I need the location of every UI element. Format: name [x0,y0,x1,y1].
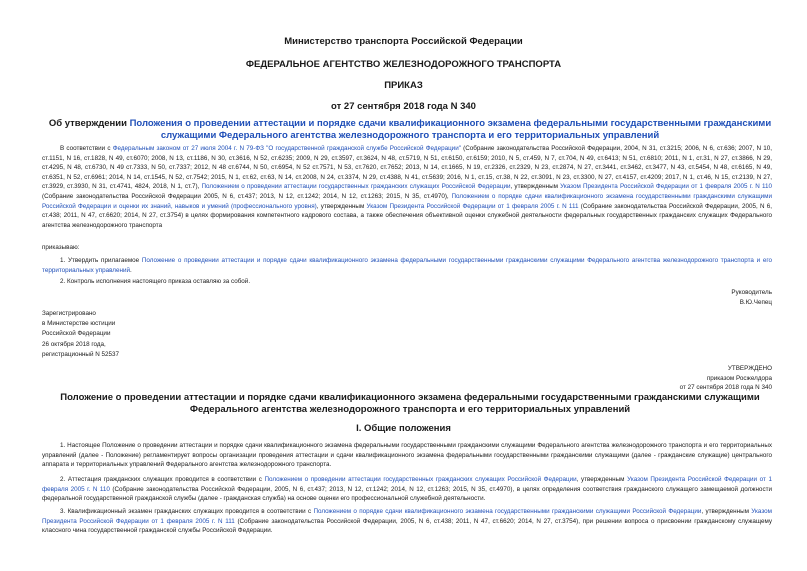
federal-law-link[interactable]: Федеральным законом от 27 июля 2004 г. N 79-ФЗ "О государственной гражданской службе Российской Федерации" [112,145,461,152]
preamble-text-2: (Собрание законодательства Российской Федерации, 2004, N 31, ст.3215; 2006, N 6, ст.636; 2007, N 10, ст.1151, N 16, ст.1828, N 49, ст.6070; 2008, N 13, ст.1186, N 30, ст.3616, N 52, ст.6235; 2009, N 29, ст.3597, ст.3624, N 48, ст.5719, N 51, ст.6150, ст.6159; 2010, N 5, ст.459, N 7, ст.704, N 49, ст.6413; N 51, ст.6810; 2011, N 1, ст.31, N 27, ст.3866, N 29, ст.4295, N 48, ст.6730, N 49 ст.7333, N 50, ст.7337; 2012, N 48 ст.6744, N 50, ст.6954, N 52 ст.7571, N 53, ст.7620, ст.7652; 2013, N 14, ст.1665, N 19, ст.2326, ст.2329, N 23, ст.2874, N 27, ст.3441, ст.3462, ст.3477, N 43, ст.5454, N 48, ст.6165, N 49, ст.6351, N 52, ст.6961; 2014, N 14, ст.1545, N 52, ст.7542; 2015, N 1, ст.62, ст.63, N 14, ст.2008, N 24, ст.3374, N 29, ст.4388, N 41, ст.5639; 2016, N 1, ст.15, ст.38, N 22, ст.3091, N 23, ст.3300, N 27, ст.4157, ст.4209; 2017, N 1, ст.46, N 15, ст.2139, N 27, ст.3929, ст.3930, N 31, ст.4741, 4824, 2018, N 1, ст.7), [42,145,773,191]
p3-exam-regulation-link[interactable]: Положением о порядке сдачи квалификационного экзамена государственными гражданскими служащими Российской Федерации [313,508,702,515]
preamble-paragraph [42,144,772,230]
order-title [30,118,790,142]
order-title-prefix: Об утверждении [48,118,130,129]
registration-line-1: Зарегистрировано [42,310,96,317]
regulation-paragraph-3 [42,507,772,536]
registration-line-4: 26 октября 2018 года, [42,340,106,348]
order-item-2: 2. Контроль исполнения настоящего приказа оставляю за собой. [60,278,251,285]
approved-line-3: от 27 сентября 2018 года N 340 [679,384,772,392]
section-1-heading: I. Общие положения [356,423,451,434]
ministry-heading: Министерство транспорта Российской Федерации [284,36,523,47]
preamble-text-4: (Собрание законодательства Российской Федерации 2005, N 6, ст.437; 2013, N 12, ст.1242; 2014, N 12, ст.1263; 2015, N 35, ст.4970), [42,192,452,200]
order-item-1-end: . [129,266,132,274]
order-item-1 [42,256,772,275]
regulation-p3-text-1: 3. Квалификационный экзамен гражданских служащих проводится в соответствии с [60,508,314,515]
p2-decree-110-link[interactable]: Указом Президента Российской Федерации от 1 февраля 2005 г. N 110 [42,476,772,493]
order-title-link[interactable]: Положения о проведении аттестации и порядке сдачи квалификационного экзамена федеральными государственными гражданскими служащими Федерального агентства железнодорожного транспорта и его территориальных управлений [129,118,772,141]
signature-name: В.Ю.Чепец [739,299,772,306]
registration-line-3: Российской Федерации [42,330,111,338]
registration-line-5: регистрационный N 52537 [42,350,120,358]
regulation-p3-text-2: , утвержденным [701,508,752,515]
regulation-paragraph-2 [42,475,772,504]
attestation-regulation-link[interactable]: Положением о проведении аттестации государственных гражданских служащих Российской Федерации [201,183,511,191]
registration-line-2: в Министерстве юстиции [42,320,116,328]
regulation-p3-text-3: (Собрание законодательства Российской Федерации, 2005, N 6, ст.438; 2011, N 47, ст.6620; 2014, N 27, ст.3754), при решении вопроса о присвоении гражданскому служащему классного чина государственной гражданской службы Российской Федерации. [42,517,772,535]
p3-decree-111-link[interactable]: Указом Президента Российской Федерации от 1 февраля 2005 г. N 111 [42,508,772,525]
regulation-p2-text-3: (Собрание законодательства Российской Федерации, 2005, N 6, ст.437; 2013, N 12, ст.1242; 2014, N 12, ст.1263; 2015, N 35, ст.4970), в целях определения соответствия гражданского служащего замещаемой должности федеральной государственной гражданской службы (далее - гражданская служба) на основе оценки его профессиональной служебной деятельности. [42,485,772,503]
regulation-paragraph-1: 1. Настоящее Положение о проведении аттестации и порядке сдачи квалификационного экзамена федеральными государственными гражданскими служащими Федерального агентства железнодорожного транспорта и его территориальных управлений (далее - Положение) регламентирует вопросы организации проведения аттестации и сдачи квалификационного экзамена федеральными государственными гражданскими служащими (далее - гражданские служащие) центрального аппарата и территориальных управлений Федерального агентства железнодорожного транспорта. [42,442,772,469]
signature-role: Руководитель [731,289,772,296]
approved-regulation-link[interactable]: Положение о проведении аттестации и порядке сдачи квалификационного экзамена федеральными государственными гражданскими служащими Федерального агентства железнодорожного транспорта и его территориальных управлений [42,257,772,274]
regulation-p2-text-1: 2. Аттестация гражданских служащих проводится в соответствии с [60,476,265,483]
decree-111-link[interactable]: Указом Президента Российской Федерации от 1 февраля 2005 г. N 111 [366,202,579,210]
signature-block [731,288,772,308]
order-item-1-text: 1. Утвердить прилагаемое [60,257,142,264]
preamble-text-6: (Собрание законодательства Российской Федерации, 2005, N 6, ст.438; 2011, N 47, ст.6620; 2014, N 27, ст.3754) в целях формирования компетентного кадрового состава, а также обеспечения объективной оценки служебной деятельности федеральных государственных гражданских служащих Федерального агентства железнодорожного транспорта [42,202,772,229]
approved-block [680,364,772,393]
order-heading: ПРИКАЗ [384,80,423,91]
preamble-text-3: , утвержденным [510,183,561,191]
order-date: от 27 сентября 2018 года N 340 [331,101,476,112]
approved-line-2: приказом Росжелдора [706,374,772,382]
approved-line-1: УТВЕРЖДЕНО [727,365,772,372]
regulation-p2-text-2: , утвержденным [576,476,628,483]
exam-regulation-link[interactable]: Положением о порядке сдачи квалификационного экзамена государственными гражданскими служащими Российской Федерации и оценки их знаний, навыков и умений (профессионального уровня) [42,192,772,210]
registration-block [42,309,119,360]
regulation-title: Положение о проведении аттестации и порядке сдачи квалификационного экзамена федеральными государственными гражданскими служащими Федерального агентства железнодорожного транспорта и его территориальных управлений [60,392,760,415]
preamble-text-5: , утвержденным [316,202,367,210]
preamble-text-1: В соответствии с [60,145,113,152]
decree-110-link[interactable]: Указом Президента Российской Федерации от 1 февраля 2005 г. N 110 [560,183,772,191]
agency-heading: ФЕДЕРАЛЬНОЕ АГЕНТСТВО ЖЕЛЕЗНОДОРОЖНОГО ТРАНСПОРТА [245,59,562,70]
prikazyvayu-text: приказываю: [42,244,80,251]
p2-attestation-link[interactable]: Положением о проведении аттестации государственных гражданских служащих Российской Федерации [264,476,577,483]
